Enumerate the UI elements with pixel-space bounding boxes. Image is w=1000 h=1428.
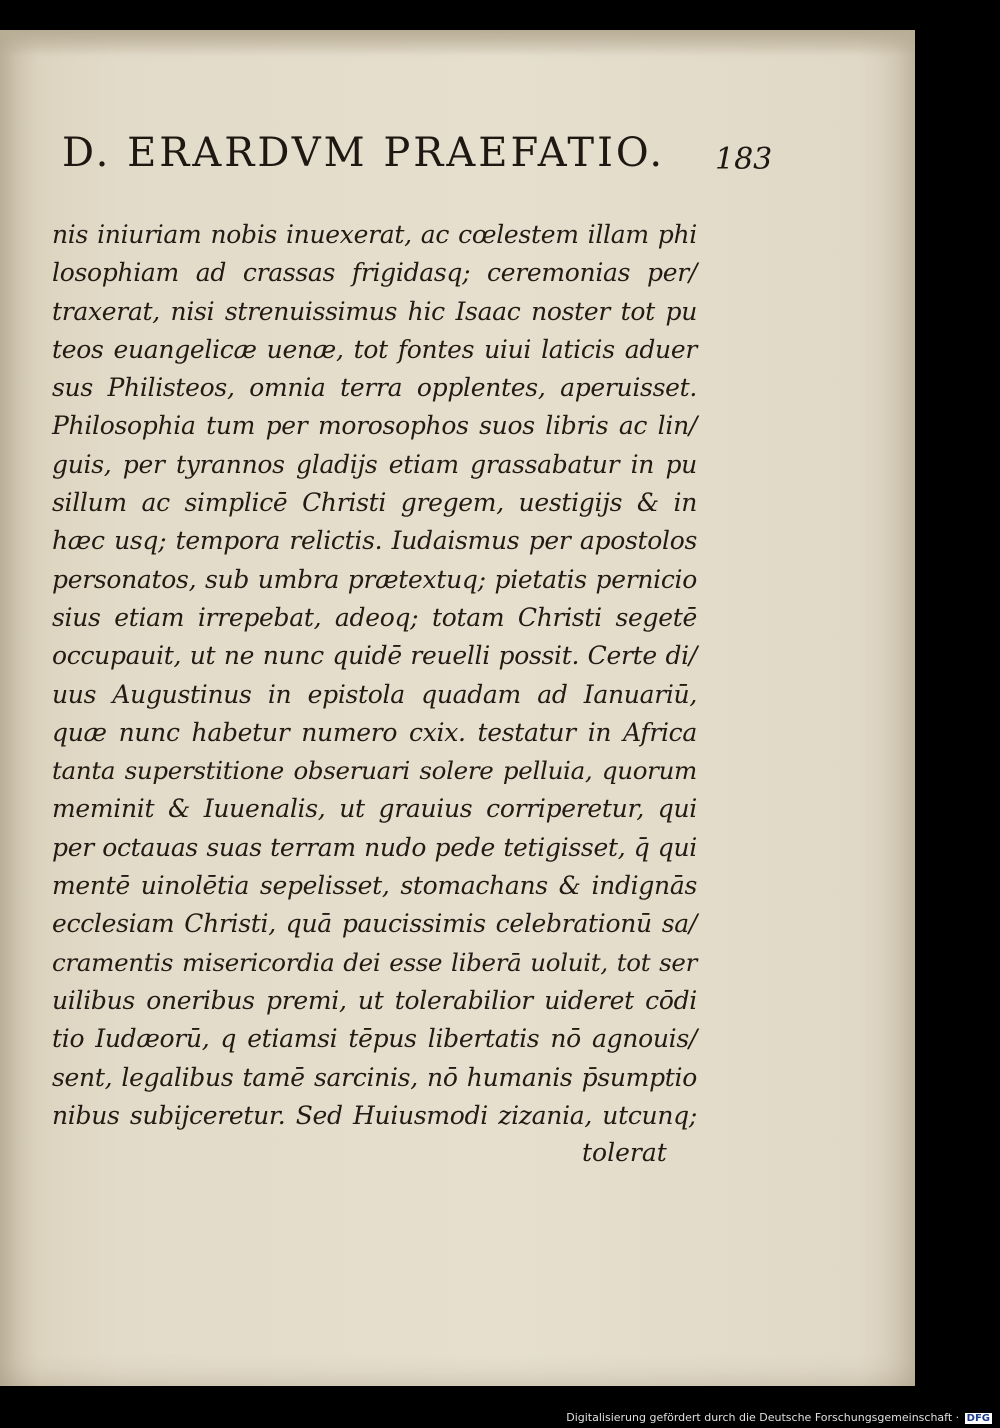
text-line: meminit & Iuuenalis, ut grauius corriperetur, qui	[52, 794, 697, 824]
dfg-logo: DFG	[966, 1412, 990, 1424]
text-line: sus Philisteos, omnia terra opplentes, aperuisset.	[52, 373, 697, 403]
digitization-credit	[566, 1411, 992, 1424]
page-edge-shadow	[0, 30, 915, 56]
text-line: cramentis misericordia dei esse liberā uoluit, tot ser	[52, 947, 697, 977]
text-line: tio Iudæorū, q etiamsi tēpus libertatis nō agnouis/	[52, 1024, 697, 1054]
text-line: mentē uinolētia sepelisset, stomachans & indignās	[52, 871, 697, 901]
text-line: nibus subijceretur. Sed Huiusmodi zizania, utcunq;	[52, 1100, 697, 1130]
text-line: occupauit, ut ne nunc quidē reuelli possit. Certe di/	[52, 641, 697, 671]
running-head: D. ERARDVM PRAEFATIO.	[62, 130, 666, 176]
page-number: 183	[715, 142, 773, 177]
catchword: tolerat	[582, 1138, 667, 1167]
text-line: per octauas suas terram nudo pede tetigisset, q̄ qui	[52, 832, 697, 862]
text-line: ecclesiam Christi, quā paucissimis celebrationū sa/	[52, 909, 697, 939]
text-line: nis iniuriam nobis inuexerat, ac cœlestem illam phi	[52, 220, 697, 249]
text-line: sent, legalibus tamē sarcinis, nō humanis p̄sumptio	[52, 1062, 697, 1092]
text-line: tanta superstitione obseruari solere pelluia, quorum	[52, 756, 697, 786]
text-line: Philosophia tum per morosophos suos libris ac lin/	[52, 411, 697, 441]
text-line: uilibus oneribus premi, ut tolerabilior uideret cōdi	[52, 985, 697, 1015]
body-text	[52, 216, 697, 1135]
text-line: teos euangelicæ uenæ, tot fontes uiui laticis aduer	[52, 334, 697, 364]
text-line: losophiam ad crassas frigidasq; ceremonias per/	[52, 258, 697, 288]
text-line: personatos, sub umbra prætextuq; pietatis pernicio	[52, 564, 697, 594]
text-line: traxerat, nisi strenuissimus hic Isaac noster tot pu	[52, 296, 697, 326]
text-line: guis, per tyrannos gladijs etiam grassabatur in pu	[52, 449, 697, 479]
text-line: quæ nunc habetur numero cxix. testatur in Africa	[52, 717, 697, 747]
book-page	[0, 30, 915, 1386]
text-line: uus Augustinus in epistola quadam ad Ianuariū,	[52, 679, 697, 709]
text-line: sius etiam irrepebat, adeoq; totam Christi segetē	[52, 602, 697, 632]
credit-text: Digitalisierung gefördert durch die Deutsche Forschungsgemeinschaft ·	[566, 1411, 960, 1424]
text-line: sillum ac simplicē Christi gregem, uestigijs & in	[52, 488, 697, 518]
text-line: hæc usq; tempora relictis. Iudaismus per apostolos	[52, 526, 697, 556]
